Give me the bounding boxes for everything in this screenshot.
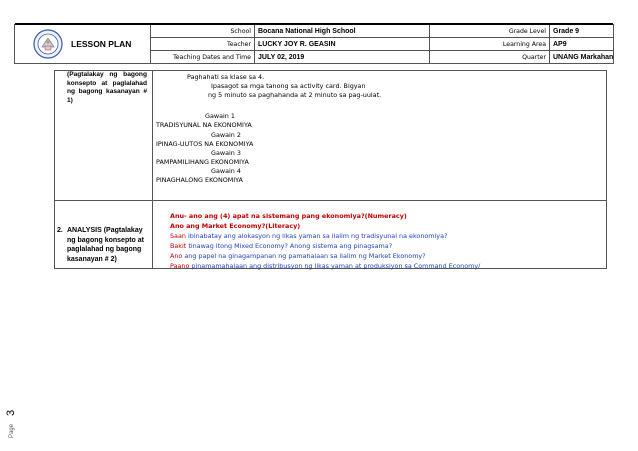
keyword-saan: Saan	[170, 232, 186, 240]
lesson-plan-header	[14, 24, 614, 64]
deped-seal-icon	[33, 29, 63, 59]
label-teacher: Teacher	[150, 38, 255, 51]
section1-line-11: PINAGHALONG EKONOMIYA	[156, 176, 243, 184]
row-divider	[55, 200, 606, 201]
lesson-plan-title: LESSON PLAN	[71, 39, 132, 49]
section1-left-label: (Pagtalakay ng bagong konsepto at paglalahad ng bagong kasanayan # 1)	[67, 71, 147, 104]
label-quarter: Quarter	[430, 51, 550, 64]
header-row-dates	[150, 51, 614, 64]
label-teaching-dates: Teaching Dates and Time	[150, 51, 255, 64]
section1-line-10: Gawain 4	[211, 167, 241, 175]
page-number-label	[3, 402, 17, 438]
keyword-bakit: Bakit	[170, 242, 187, 250]
section1-line-8: Gawain 3	[211, 149, 241, 157]
header-row-teacher	[150, 38, 614, 51]
section2-number: 2.	[57, 227, 63, 234]
section1-line-6: Gawain 2	[211, 131, 241, 139]
section1-line-5: TRADISYUNAL NA EKONOMIYA	[156, 121, 252, 129]
section1-line-4: Gawain 1	[205, 112, 235, 120]
section1-line-7: IPINAG-UUTOS NA EKONOMIYA	[156, 140, 254, 148]
section1-line-3: ng 5 minuto sa paghahanda at 2 minuto sa pag-uulat.	[208, 91, 382, 99]
analysis-question-3	[170, 232, 447, 240]
question-6-text: pinamamahalaan ang distribusyon ng likas yaman at produksiyon sa Command Economy/	[189, 262, 481, 270]
section2-left-text: ANALYSIS (Pagtalakay ng bagong konsepto at paglalahad ng bagong kasanayan # 2)	[67, 227, 144, 263]
value-grade-level: Grade 9	[550, 25, 614, 38]
section1-line-1: Paghahati sa klase sa 4.	[187, 73, 265, 81]
value-teacher: LUCKY JOY R. GEASIN	[255, 38, 430, 51]
question-4-text: tinawag itong Mixed Economy? Anong sistema ang pinagsama?	[186, 242, 393, 250]
keyword-ano: Ano	[170, 252, 183, 260]
page-word: Page	[9, 423, 15, 438]
value-learning-area: AP9	[550, 38, 614, 51]
value-quarter: UNANG Markahan	[553, 54, 614, 61]
keyword-paano: Paano	[170, 262, 190, 270]
section1-line-2: Ipasagot sa mga tanong sa activity card. Bigyan	[211, 82, 366, 90]
analysis-question-4	[170, 242, 392, 250]
logo-cell	[15, 25, 151, 63]
analysis-question-2: Ano ang Market Economy?(Literacy)	[170, 222, 301, 230]
section2-left-label	[55, 226, 147, 264]
label-grade-level: Grade Level	[430, 25, 550, 38]
question-3-text: ibinabatay ang alokasyon ng likas yaman sa ilalim ng tradisyunal na ekonomiya?	[185, 232, 448, 240]
label-school: School	[150, 25, 255, 38]
label-learning-area: Learning Area	[430, 38, 550, 51]
column-divider	[152, 71, 153, 268]
page-number: 3	[5, 409, 17, 416]
lesson-body-table	[54, 70, 607, 269]
analysis-question-1: Anu- ano ang (4) apat na sistemang pang ekonomiya?(Numeracy)	[170, 212, 407, 220]
analysis-question-6	[170, 262, 480, 270]
value-teaching-dates: JULY 02, 2019	[255, 51, 430, 64]
question-5-text: ang papel na ginagampanan ng pamahalaan sa ilalim ng Market Ekonomy?	[182, 252, 426, 260]
analysis-question-5	[170, 252, 426, 260]
value-school: Bocana National High School	[255, 25, 430, 38]
section1-line-9: PAMPAMILIHANG EKONOMIYA	[156, 158, 249, 166]
header-row-school	[150, 25, 614, 38]
